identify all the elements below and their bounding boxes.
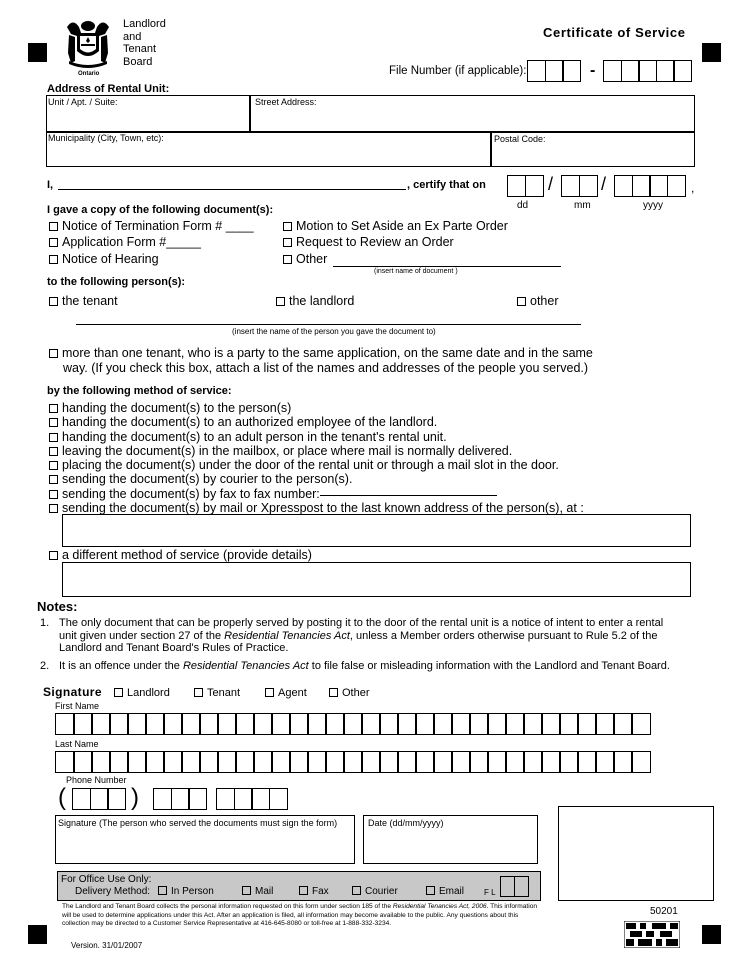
date-slash: / [548,174,554,194]
documents-heading: I gave a copy of the following document(s): [47,204,274,216]
org-name-line: and [123,30,142,43]
method-option-label: sending the document(s) by courier to the person(s). [62,472,353,487]
character-cell[interactable] [91,751,111,773]
privacy-line: collection may be directed to a Customer Service Representative at 416-645-8080 or toll-free at 1-888-332-3234. [62,920,392,928]
municipality-field[interactable]: Municipality (City, Town, etc): [48,133,164,143]
character-cell[interactable] [559,751,579,773]
document-option-label: Notice of Termination Form # ____ [62,219,254,233]
phone-area-code-field[interactable] [72,788,125,810]
method-option-label: handing the document(s) to the person(s) [62,401,292,415]
checkbox[interactable] [49,238,58,247]
delivery-option-label: Mail [255,886,274,897]
checkbox[interactable] [283,222,292,231]
character-cell[interactable] [307,713,327,735]
date-dd-field[interactable] [507,175,542,197]
certify-text: , certify that on [407,179,486,191]
form-number: 50201 [650,906,678,917]
character-cell[interactable] [109,713,129,735]
first-name-label: First Name [55,701,100,711]
signer-role-tenant[interactable] [194,687,240,699]
signer-role-label: Tenant [207,687,241,699]
document-option[interactable] [49,219,254,233]
character-cell[interactable] [217,713,237,735]
character-cell[interactable] [379,751,399,773]
document-option-label: Request to Review an Order [296,235,454,249]
character-cell[interactable] [217,751,237,773]
delivery-option-mail[interactable] [242,886,273,897]
character-cell[interactable] [109,751,129,773]
document-option-label: Application Form #_____ [62,235,201,249]
phone-number-label: Phone Number [66,775,127,785]
person-option-label: other [530,294,559,308]
date-yyyy-field[interactable] [614,175,684,197]
other-document-hint: (insert name of document ) [374,268,458,275]
checkbox[interactable] [265,688,274,697]
version-label: Version. 31/01/2007 [71,941,143,950]
signature-field-label: Signature (The person who served the documents must sign the form) [58,818,338,828]
last-name-label: Last Name [55,739,99,749]
privacy-line [62,903,622,912]
method-option-label: sending the document(s) by mail or Xpresspost to the last known address of the person(s), at : [62,501,584,516]
checkbox[interactable] [283,255,292,264]
persons-heading: to the following person(s): [47,276,186,288]
checkbox[interactable] [49,418,58,427]
person-name-hint: (insert the name of the person you gave the document to) [232,327,436,336]
last-name-field[interactable] [55,751,649,773]
delivery-method-label: Delivery Method: [75,886,151,897]
multi-tenant-option[interactable] [49,346,593,376]
document-option-label: Notice of Hearing [62,252,159,266]
privacy-text: . This information [486,903,538,910]
delivery-option-email[interactable] [426,886,464,897]
other-document-field[interactable] [333,256,561,267]
document-option-label: Motion to Set Aside an Ex Parte Order [296,219,508,233]
character-cell[interactable] [541,713,561,735]
character-cell[interactable] [253,751,273,773]
method-option-label: sending the document(s) by fax to fax number: [62,486,320,501]
note-line [59,630,700,643]
signer-role-landlord[interactable] [114,687,170,699]
person-name-field[interactable] [76,314,581,325]
stamp-area [558,806,714,901]
file-number-label: File Number (if applicable): [389,65,527,77]
method-option-label: handing the document(s) to an adult person in the tenant's rental unit. [62,429,447,444]
delivery-option-label: Fax [312,886,329,897]
character-cell[interactable] [271,713,291,735]
checkbox[interactable] [517,297,526,306]
character-cell[interactable] [253,713,273,735]
method-list [49,401,584,515]
note-number: 1. [40,617,50,629]
mail-address-field[interactable] [62,514,691,547]
signature-date-label: Date (dd/mm/yyyy) [368,818,444,828]
character-cell[interactable] [631,751,651,773]
checkbox[interactable] [49,447,58,456]
unit-field[interactable]: Unit / Apt. / Suite: [48,97,118,107]
character-cell[interactable] [613,751,633,773]
barcode [624,921,680,948]
office-use-heading: For Office Use Only: [61,874,152,885]
character-cell[interactable] [397,751,417,773]
method-option[interactable] [49,444,584,458]
character-cell[interactable] [397,713,417,735]
address-heading: Address of Rental Unit: [47,83,170,95]
postal-code-field[interactable]: Postal Code: [494,134,546,144]
org-name-line: Board [123,55,153,68]
address-divider-2 [490,131,492,167]
phone-line-field[interactable] [216,788,286,810]
character-cell[interactable] [541,751,561,773]
checkbox[interactable] [49,504,58,513]
character-cell[interactable] [469,713,489,735]
character-cell[interactable] [199,751,219,773]
character-cell[interactable] [181,751,201,773]
date-mm-field[interactable] [561,175,596,197]
checkbox[interactable] [276,297,285,306]
org-name-line: Landlord [123,18,166,30]
signer-role-agent[interactable] [265,687,307,699]
registration-mark-bottom-right [702,925,721,944]
document-option[interactable] [283,219,508,233]
character-cell[interactable] [613,713,633,735]
org-name-line: Tenant [123,43,157,55]
checkbox[interactable] [194,688,203,697]
act-name: Residential Tenancies Act [182,660,309,672]
signer-role-label: Other [342,687,370,699]
street-address-field[interactable]: Street Address: [255,97,317,107]
checkbox[interactable] [299,886,308,895]
character-cell[interactable] [523,751,543,773]
signer-role-label: Agent [278,687,307,699]
org-name [123,18,166,68]
document-option[interactable] [283,235,454,249]
form-title: Certificate of Service [543,25,686,40]
checkbox[interactable] [49,433,58,442]
character-cell[interactable] [559,713,579,735]
file-number-part1[interactable] [527,60,580,82]
note-text: unit given under section 27 of the [59,629,225,642]
note-text: It is an offence under the [59,660,183,672]
person-option-label: the tenant [62,294,118,308]
person-option-tenant[interactable] [49,294,118,308]
character-cell[interactable] [343,751,363,773]
character-cell[interactable] [343,713,363,735]
privacy-text: The Landlord and Tenant Board collects the personal information requested on this form under section 185 of the [62,903,393,910]
note-2 [40,660,720,672]
character-cell[interactable] [55,713,75,735]
character-cell[interactable] [505,713,525,735]
note-line: The only document that can be properly served by posting it to the door of the rental unit is a notice of intent to enter a rental [59,617,664,629]
method-heading: by the following method of service: [47,385,232,397]
address-divider-1 [249,95,251,133]
delivery-option-label: In Person [171,886,214,897]
notes-heading: Notes: [37,599,78,614]
character-cell[interactable] [433,713,453,735]
note-text: , unless a Member orders otherwise pursuant to Rule 5.2 of the [349,629,658,642]
registration-mark-top-right [702,43,721,62]
certifier-name-field[interactable] [58,179,406,190]
fax-number-field[interactable] [320,485,497,496]
character-cell[interactable] [289,751,309,773]
checkbox[interactable] [49,551,58,560]
method-option[interactable] [49,415,584,429]
delivery-option-courier[interactable] [352,886,398,897]
character-cell[interactable] [181,713,201,735]
signer-role-other[interactable] [329,687,370,699]
character-cell[interactable] [433,751,453,773]
character-cell[interactable] [415,713,435,735]
note-1 [40,617,700,655]
file-number-dash: - [590,62,596,79]
character-cell[interactable] [55,751,75,773]
checkbox[interactable] [352,886,361,895]
character-cell[interactable] [487,713,507,735]
address-row1 [46,95,695,133]
ontario-crest-logo [63,17,113,71]
checkbox[interactable] [329,688,338,697]
multi-tenant-line: way. (If you check this box, attach a list of the names and addresses of the people you served.) [63,361,589,375]
character-cell[interactable] [145,751,165,773]
method-option[interactable] [49,430,584,444]
checkbox[interactable] [49,349,58,358]
character-cell[interactable] [271,751,291,773]
registration-mark-bottom-left [28,925,47,944]
checkbox[interactable] [49,297,58,306]
method-option[interactable] [49,487,584,501]
character-cell[interactable] [73,713,93,735]
method-option-label: handing the document(s) to an authorized employee of the landlord. [62,415,438,430]
character-cell[interactable] [361,713,381,735]
character-cell[interactable] [595,751,615,773]
date-comma: , [691,181,695,195]
different-method-option[interactable] [49,548,312,562]
character-cell[interactable] [325,713,345,735]
certify-prefix: I, [47,179,54,191]
note-number: 2. [40,660,50,672]
file-number-part2[interactable] [603,60,691,82]
delivery-option-label: Email [439,886,465,897]
multi-tenant-line: more than one tenant, who is a party to the same application, on the same date and in the same [62,346,593,360]
character-cell[interactable] [361,751,381,773]
checkbox[interactable] [49,461,58,470]
person-option-landlord[interactable] [276,294,354,308]
character-cell[interactable] [631,713,651,735]
document-option[interactable] [49,235,201,249]
different-method-details-field[interactable] [62,562,691,597]
character-cell[interactable] [325,751,345,773]
character-cell[interactable] [235,713,255,735]
phone-paren-open: ( [58,784,66,811]
character-cell[interactable] [73,751,93,773]
signature-heading: Signature [43,685,102,699]
checkbox[interactable] [283,238,292,247]
character-cell[interactable] [289,713,309,735]
province-label: Ontario [78,71,100,77]
method-option[interactable] [49,472,584,486]
note-text: to file false or misleading information with the Landlord and Tenant Board. [308,660,670,672]
character-cell[interactable] [595,713,615,735]
mm-label: mm [574,200,591,211]
character-cell[interactable] [379,713,399,735]
character-cell[interactable] [91,713,111,735]
character-cell[interactable] [451,713,471,735]
character-cell[interactable] [127,751,147,773]
character-cell[interactable] [307,751,327,773]
checkbox[interactable] [49,404,58,413]
phone-prefix-field[interactable] [153,788,206,810]
character-cell[interactable] [127,713,147,735]
checkbox[interactable] [49,475,58,484]
character-cell[interactable] [505,751,525,773]
dd-label: dd [517,200,529,211]
privacy-line: will be used to determine applications under this Act. After an application is filed, all information may become available to the public. Any questions about this [62,911,519,919]
character-cell[interactable] [415,751,435,773]
character-cell[interactable] [487,751,507,773]
character-cell[interactable] [163,751,183,773]
document-option[interactable] [283,252,327,266]
checkbox[interactable] [114,688,123,697]
checkbox[interactable] [426,886,435,895]
privacy-notice [62,903,622,929]
character-cell[interactable] [451,751,471,773]
character-cell[interactable] [577,751,597,773]
checkbox[interactable] [158,886,167,895]
act-name: Residential Tenancies Act [224,629,350,642]
fl-label: F L [484,888,496,897]
different-method-label: a different method of service (provide details) [62,548,312,562]
registration-mark-top-left [28,43,47,62]
person-option-label: the landlord [289,294,355,308]
fl-field[interactable] [500,876,527,897]
document-option-label: Other [296,252,328,266]
yyyy-label: yyyy [643,200,663,211]
character-cell[interactable] [145,713,165,735]
checkbox[interactable] [49,255,58,264]
first-name-field[interactable] [55,713,649,735]
checkbox[interactable] [49,222,58,231]
person-option-other[interactable] [517,294,559,308]
delivery-option-fax[interactable] [299,886,329,897]
character-cell[interactable] [163,713,183,735]
character-cell[interactable] [469,751,489,773]
method-option-label: placing the document(s) under the door of the rental unit or through a mail slot in the door. [62,458,559,473]
character-cell[interactable] [199,713,219,735]
delivery-option-label: Courier [365,886,398,897]
method-option[interactable] [49,458,584,472]
signer-role-label: Landlord [127,687,170,699]
checkbox[interactable] [242,886,251,895]
character-cell[interactable] [577,713,597,735]
date-slash: / [601,174,607,194]
method-option-label: leaving the document(s) in the mailbox, or place where mail is normally delivered. [62,443,513,458]
phone-paren-close: ) [131,784,139,811]
character-cell[interactable] [235,751,255,773]
document-option[interactable] [49,252,159,266]
act-name: Residential Tenancies Act, 2006 [392,903,487,910]
checkbox[interactable] [49,490,58,499]
method-option[interactable] [49,401,584,415]
note-line: Landlord and Tenant Board's Rules of Practice. [59,642,289,654]
delivery-option-in-person[interactable] [158,886,214,897]
character-cell[interactable] [523,713,543,735]
